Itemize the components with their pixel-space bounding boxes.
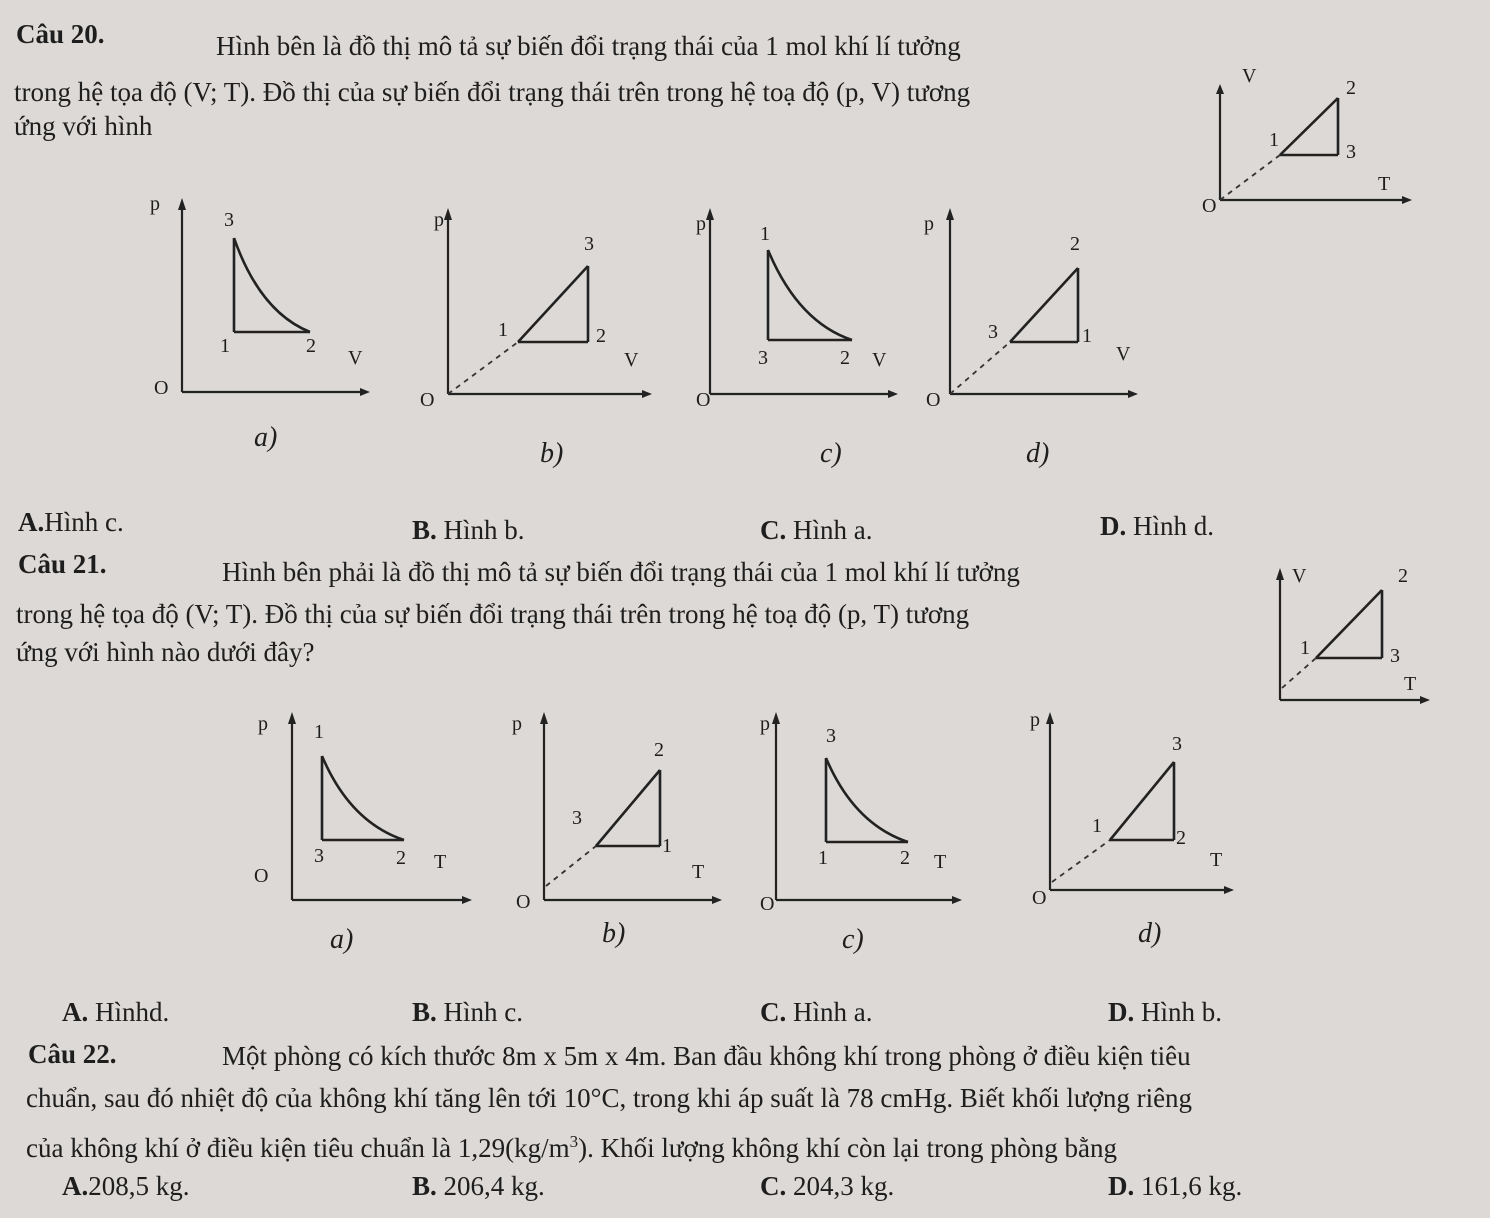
q21-graph-d (1000, 700, 1240, 960)
q20b-caption: b) (540, 438, 564, 469)
q20-ref-v-arrow-icon (1216, 84, 1224, 94)
q21b-origin: O (516, 891, 531, 913)
q20d-extension-line (950, 342, 1010, 394)
q21-line-2: trong hệ tọa độ (V; T). Đồ thị của sự biến đổi trạng thái trên trong hệ toạ độ (p, T) tương (16, 599, 970, 629)
q21c-point-1: 1 (818, 847, 828, 869)
q21d-segment-3-1 (1110, 762, 1174, 840)
q20b-x-label: V (624, 349, 639, 371)
q20d-segment-2-3 (1010, 268, 1078, 342)
q21-option-d[interactable]: D. Hình b. (1108, 997, 1222, 1027)
q20-option-b[interactable]: B. Hình b. (412, 515, 525, 545)
q22-label: Câu 22. (28, 1039, 117, 1069)
q20d-x-label: V (1116, 343, 1131, 365)
q20a-y-label: p (150, 193, 160, 215)
q20-ref-extension-line (1220, 155, 1280, 200)
q22-option-c[interactable]: C. 204,3 kg. (760, 1171, 895, 1201)
q21-ref-y-label: V (1292, 565, 1307, 587)
q20-line-2: trong hệ tọa độ (V; T). Đồ thị của sự biến đổi trạng thái trên trong hệ toạ độ (p, V) tương (14, 77, 971, 107)
q20b-v-arrow-icon (642, 390, 652, 398)
q21-ref-extension-line (1282, 658, 1316, 688)
q20a-caption: a) (254, 422, 278, 453)
q20-label: Câu 20. (16, 19, 105, 49)
q20a-point-2: 2 (306, 335, 316, 357)
q21-label: Câu 21. (18, 549, 107, 579)
q20-ref-point-3: 3 (1346, 141, 1356, 163)
q20b-segment-3-1 (518, 266, 588, 342)
q22-option-b[interactable]: B. 206,4 kg. (412, 1171, 545, 1201)
q20a-curve-2-3 (234, 238, 310, 332)
q21c-point-2: 2 (900, 847, 910, 869)
q21-ref-point-2: 2 (1398, 565, 1408, 587)
q20-option-d[interactable]: D. Hình d. (1100, 511, 1214, 541)
q21c-y-label: p (760, 713, 770, 735)
q20c-x-label: V (872, 349, 887, 371)
q21a-p-arrow-icon (288, 712, 296, 724)
q21b-point-3: 3 (572, 807, 582, 829)
q21b-p-arrow-icon (540, 712, 548, 724)
q21d-t-arrow-icon (1224, 886, 1234, 894)
q21a-point-2: 2 (396, 847, 406, 869)
q22-option-d[interactable]: D. 161,6 kg. (1108, 1171, 1243, 1201)
q21b-extension-line (546, 846, 596, 886)
q21d-p-arrow-icon (1046, 712, 1054, 724)
q21-reference-vt-graph (1262, 560, 1462, 720)
q21-option-b[interactable]: B. Hình c. (412, 997, 523, 1027)
q21a-caption: a) (330, 924, 354, 955)
q20-graph-b (400, 200, 680, 470)
q20b-extension-line (448, 342, 518, 394)
q21-ref-point-3: 3 (1390, 645, 1400, 667)
q21c-t-arrow-icon (952, 896, 962, 904)
q21-option-a[interactable]: A. Hìnhd. (62, 997, 170, 1027)
q22-line-1: Một phòng có kích thước 8m x 5m x 4m. Ban đầu không khí trong phòng ở điều kiện tiêu (222, 1041, 1191, 1071)
q21d-x-label: T (1210, 849, 1223, 871)
q20-ref-t-arrow-icon (1402, 196, 1412, 204)
q21b-point-1: 1 (662, 835, 672, 857)
q21d-point-1: 1 (1092, 815, 1102, 837)
q21-ref-x-label: T (1404, 673, 1417, 695)
q20-ref-segment-2-1 (1280, 98, 1338, 155)
q20a-origin: O (154, 377, 169, 399)
q20-ref-y-label: V (1242, 65, 1257, 87)
q20c-v-arrow-icon (888, 390, 898, 398)
q20-ref-point-1: 1 (1269, 129, 1279, 151)
q21a-point-1: 1 (314, 721, 324, 743)
q20b-point-1: 1 (498, 319, 508, 341)
q20-graph-c (690, 200, 920, 470)
q20c-p-arrow-icon (706, 208, 714, 220)
q20b-origin: O (420, 389, 435, 411)
q21c-p-arrow-icon (772, 712, 780, 724)
q20a-point-1: 1 (220, 335, 230, 357)
q20c-origin: O (696, 389, 711, 411)
q20a-point-3: 3 (224, 209, 234, 231)
q21d-extension-line (1052, 840, 1110, 882)
q20c-curve-2-1 (768, 250, 852, 340)
q21b-point-2: 2 (654, 739, 664, 761)
q20d-caption: d) (1026, 438, 1050, 469)
q21b-segment-2-3 (596, 770, 660, 846)
q21-ref-v-arrow-icon (1276, 568, 1284, 580)
q20-ref-origin: O (1202, 195, 1217, 217)
q20b-point-3: 3 (584, 233, 594, 255)
q20-reference-vt-graph (1190, 50, 1430, 220)
q21a-x-label: T (434, 851, 447, 873)
q20b-point-2: 2 (596, 325, 606, 347)
q20a-x-label: V (348, 347, 363, 369)
q20-ref-point-2: 2 (1346, 77, 1356, 99)
q20d-y-label: p (924, 213, 934, 235)
q21b-y-label: p (512, 713, 522, 735)
q21-ref-segment-2-1 (1316, 590, 1382, 658)
q21d-caption: d) (1138, 918, 1162, 949)
q20b-p-arrow-icon (444, 208, 452, 220)
q21d-point-3: 3 (1172, 733, 1182, 755)
q21-line-3: ứng với hình nào dưới đây? (16, 637, 315, 667)
q21b-x-label: T (692, 861, 705, 883)
q21d-origin: O (1032, 887, 1047, 909)
q20d-p-arrow-icon (946, 208, 954, 220)
q20d-point-2: 2 (1070, 233, 1080, 255)
q21b-caption: b) (602, 918, 626, 949)
q20d-point-3: 3 (988, 321, 998, 343)
q22-option-a[interactable]: A.208,5 kg. (62, 1171, 190, 1201)
q20-graph-a (140, 190, 380, 460)
q21a-curve-2-1 (322, 756, 404, 840)
q22-line-3: của không khí ở điều kiện tiêu chuẩn là $1,29(kg/m^3)$. Khối lượng không khí còn lại trong phòng bằng (26, 1132, 1118, 1163)
q21-graph-a (250, 700, 480, 960)
q20b-y-label: p (434, 209, 444, 231)
q21c-caption: c) (842, 924, 864, 955)
q21-graph-c (750, 700, 980, 960)
q21d-point-2: 2 (1176, 827, 1186, 849)
q20-graph-d (920, 200, 1160, 470)
q20-line-1: Hình bên là đồ thị mô tả sự biến đổi trạng thái của 1 mol khí lí tưởng (216, 31, 961, 61)
q21a-point-3: 3 (314, 845, 324, 867)
q20a-p-arrow-icon (178, 198, 186, 210)
q20a-v-arrow-icon (360, 388, 370, 396)
q21a-y-label: p (258, 713, 268, 735)
q21-ref-t-arrow-icon (1420, 696, 1430, 704)
q21-option-c[interactable]: C. Hình a. (760, 997, 873, 1027)
q20c-y-label: p (696, 213, 706, 235)
q20-option-c[interactable]: C. Hình a. (760, 515, 873, 545)
q21c-point-3: 3 (826, 725, 836, 747)
q20c-point-2: 2 (840, 347, 850, 369)
q21d-y-label: p (1030, 709, 1040, 731)
q21c-x-label: T (934, 851, 947, 873)
q20c-point-1: 1 (760, 223, 770, 245)
q20c-point-3: 3 (758, 347, 768, 369)
q21-line-1: Hình bên phải là đồ thị mô tả sự biến đổi trạng thái của 1 mol khí lí tưởng (222, 557, 1020, 587)
q20d-origin: O (926, 389, 941, 411)
q21c-curve-2-3 (826, 758, 908, 842)
q22-line-2: chuẩn, sau đó nhiệt độ của không khí tăng lên tới 10°C, trong khi áp suất là 78 cmHg. Biết khối lượng riêng (26, 1083, 1193, 1113)
q21a-t-arrow-icon (462, 896, 472, 904)
q21-ref-point-1: 1 (1300, 637, 1310, 659)
q20-ref-x-label: T (1378, 173, 1391, 195)
q21a-origin: O (254, 865, 269, 887)
q20d-point-1: 1 (1082, 325, 1092, 347)
q21-graph-b (510, 700, 740, 960)
q20d-v-arrow-icon (1128, 390, 1138, 398)
q20c-caption: c) (820, 438, 842, 469)
q21b-t-arrow-icon (712, 896, 722, 904)
q20-line-3: ứng với hình (14, 111, 153, 141)
q20-option-a[interactable]: A.Hình c. (18, 507, 124, 537)
q21c-origin: O (760, 893, 775, 915)
